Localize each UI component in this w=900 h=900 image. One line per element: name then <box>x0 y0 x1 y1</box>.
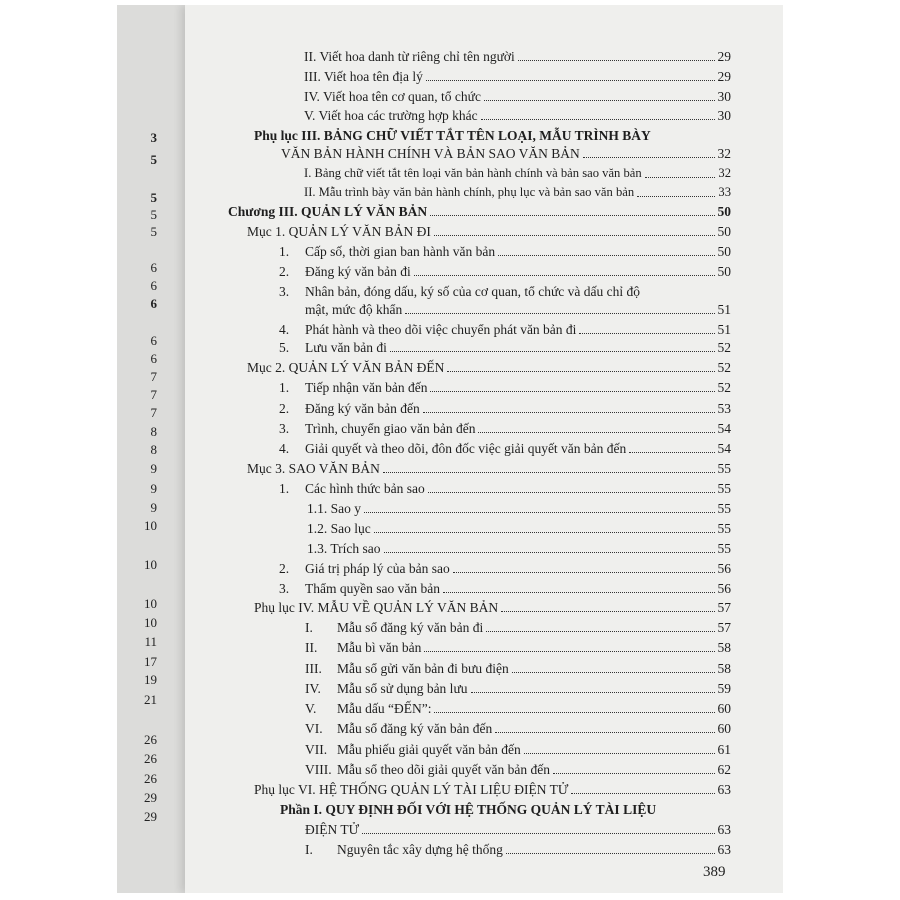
margin-number: 17 <box>144 654 157 669</box>
toc-section-row: Mục 3. SAO VĂN BẢN 55 <box>247 461 731 476</box>
toc-row: 1.3. Trích sao 55 <box>307 541 731 556</box>
toc-page <box>185 5 783 893</box>
toc-row: mật, mức độ khẩn 51 <box>305 302 731 317</box>
toc-row: I. Nguyên tắc xây dựng hệ thống 63 <box>305 842 731 857</box>
margin-number: 19 <box>144 672 157 687</box>
toc-chapter-row: Chương III. QUẢN LÝ VĂN BẢN 50 <box>228 204 731 219</box>
margin-number: 26 <box>144 732 157 747</box>
margin-number: 10 <box>144 557 157 572</box>
margin-number: 8 <box>150 424 157 439</box>
toc-row: 1. Cấp số, thời gian ban hành văn bản 50 <box>279 244 731 259</box>
toc-row: 1. Tiếp nhận văn bản đến 52 <box>279 380 731 395</box>
margin-number: 26 <box>144 751 157 766</box>
margin-number: 26 <box>144 771 157 786</box>
margin-number: 3 <box>150 130 157 145</box>
margin-number: 6 <box>150 296 157 311</box>
toc-row: V. Mẫu dấu “ĐẾN”: 60 <box>305 701 731 716</box>
margin-number: 10 <box>144 615 157 630</box>
page-number: 389 <box>703 864 726 880</box>
previous-page-edge <box>117 5 195 893</box>
margin-number: 11 <box>144 634 157 649</box>
margin-number: 6 <box>150 333 157 348</box>
toc-row: 5. Lưu văn bản đi 52 <box>279 340 731 355</box>
toc-row: IV. Viết hoa tên cơ quan, tổ chức 30 <box>304 89 731 104</box>
toc-row: 2. Đăng ký văn bản đi 50 <box>279 264 731 279</box>
toc-row: 4. Giải quyết và theo dõi, đôn đốc việc giải quyết văn bản đến 54 <box>279 441 731 456</box>
margin-number: 10 <box>144 518 157 533</box>
toc-row: I. Bảng chữ viết tắt tên loại văn bản hành chính và bản sao văn bản 32 <box>304 166 731 180</box>
toc-row: VĂN BẢN HÀNH CHÍNH VÀ BẢN SAO VĂN BẢN 32 <box>281 146 731 161</box>
toc-row: 2. Đăng ký văn bản đến 53 <box>279 401 731 416</box>
toc-heading-text: Phụ lục III. BẢNG CHỮ VIẾT TẮT TÊN LOẠI, MẪU TRÌNH BÀY <box>254 128 651 143</box>
margin-number: 5 <box>150 152 157 167</box>
margin-number: 10 <box>144 596 157 611</box>
toc-row: VII. Mẫu phiếu giải quyết văn bản đến 61 <box>305 742 731 757</box>
toc-row: ĐIỆN TỬ 63 <box>305 822 731 837</box>
toc-row: III. Viết hoa tên địa lý 29 <box>304 69 731 84</box>
margin-number: 7 <box>150 405 157 420</box>
margin-number: 5 <box>150 190 157 205</box>
book-photo <box>117 5 783 893</box>
toc-appendix-row: Phụ lục IV. MẪU VỀ QUẢN LÝ VĂN BẢN 57 <box>254 600 731 615</box>
toc-row: II. Viết hoa danh từ riêng chỉ tên người 29 <box>304 49 731 64</box>
margin-number: 21 <box>144 692 157 707</box>
margin-number: 29 <box>144 809 157 824</box>
toc-row: 3. Thẩm quyền sao văn bản 56 <box>279 581 731 596</box>
toc-row: 1. Các hình thức bản sao 55 <box>279 481 731 496</box>
toc-appendix-row: Phụ lục VI. HỆ THỐNG QUẢN LÝ TÀI LIỆU ĐIỆN TỬ 63 <box>254 782 731 797</box>
toc-row: VIII. Mẫu sổ theo dõi giải quyết văn bản đến 62 <box>305 762 731 777</box>
toc-row: 1.2. Sao lục 55 <box>307 521 731 536</box>
margin-number: 29 <box>144 790 157 805</box>
toc-row: VI. Mẫu sổ đăng ký văn bản đến 60 <box>305 721 731 736</box>
toc-row: II. Mẫu trình bày văn bản hành chính, phụ lục và bản sao văn bản 33 <box>304 185 731 199</box>
toc-row: III. Mẫu sổ gửi văn bản đi bưu điện 58 <box>305 661 731 676</box>
toc-row: 1.1. Sao y 55 <box>307 501 731 516</box>
margin-number: 7 <box>150 369 157 384</box>
margin-number: 9 <box>150 461 157 476</box>
toc-appendix-heading <box>254 127 651 144</box>
toc-row: I. Mẫu sổ đăng ký văn bản đi 57 <box>305 620 731 635</box>
toc-part-heading <box>280 801 656 818</box>
margin-number: 6 <box>150 351 157 366</box>
margin-number: 6 <box>150 278 157 293</box>
toc-section-row: Mục 1. QUẢN LÝ VĂN BẢN ĐI 50 <box>247 224 731 239</box>
toc-row: 2. Giá trị pháp lý của bản sao 56 <box>279 561 731 576</box>
margin-number: 5 <box>150 224 157 239</box>
toc-section-row: Mục 2. QUẢN LÝ VĂN BẢN ĐẾN 52 <box>247 360 731 375</box>
margin-number: 5 <box>150 207 157 222</box>
toc-row-multiline: 3. Nhân bản, đóng dấu, ký số của cơ quan, tổ chức và dấu chỉ độ <box>279 284 640 299</box>
toc-row: 4. Phát hành và theo dõi việc chuyển phát văn bản đi 51 <box>279 322 731 337</box>
margin-number: 7 <box>150 387 157 402</box>
margin-number: 6 <box>150 260 157 275</box>
toc-row: V. Viết hoa các trường hợp khác 30 <box>304 108 731 123</box>
margin-number: 8 <box>150 442 157 457</box>
toc-row: II. Mẫu bì văn bản 58 <box>305 640 731 655</box>
margin-number: 9 <box>150 481 157 496</box>
toc-row: IV. Mẫu sổ sử dụng bản lưu 59 <box>305 681 731 696</box>
toc-row: 3. Trình, chuyển giao văn bản đến 54 <box>279 421 731 436</box>
toc-heading-text: Phần I. QUY ĐỊNH ĐỐI VỚI HỆ THỐNG QUẢN LÝ TÀI LIỆU <box>280 802 657 817</box>
margin-number: 9 <box>150 500 157 515</box>
